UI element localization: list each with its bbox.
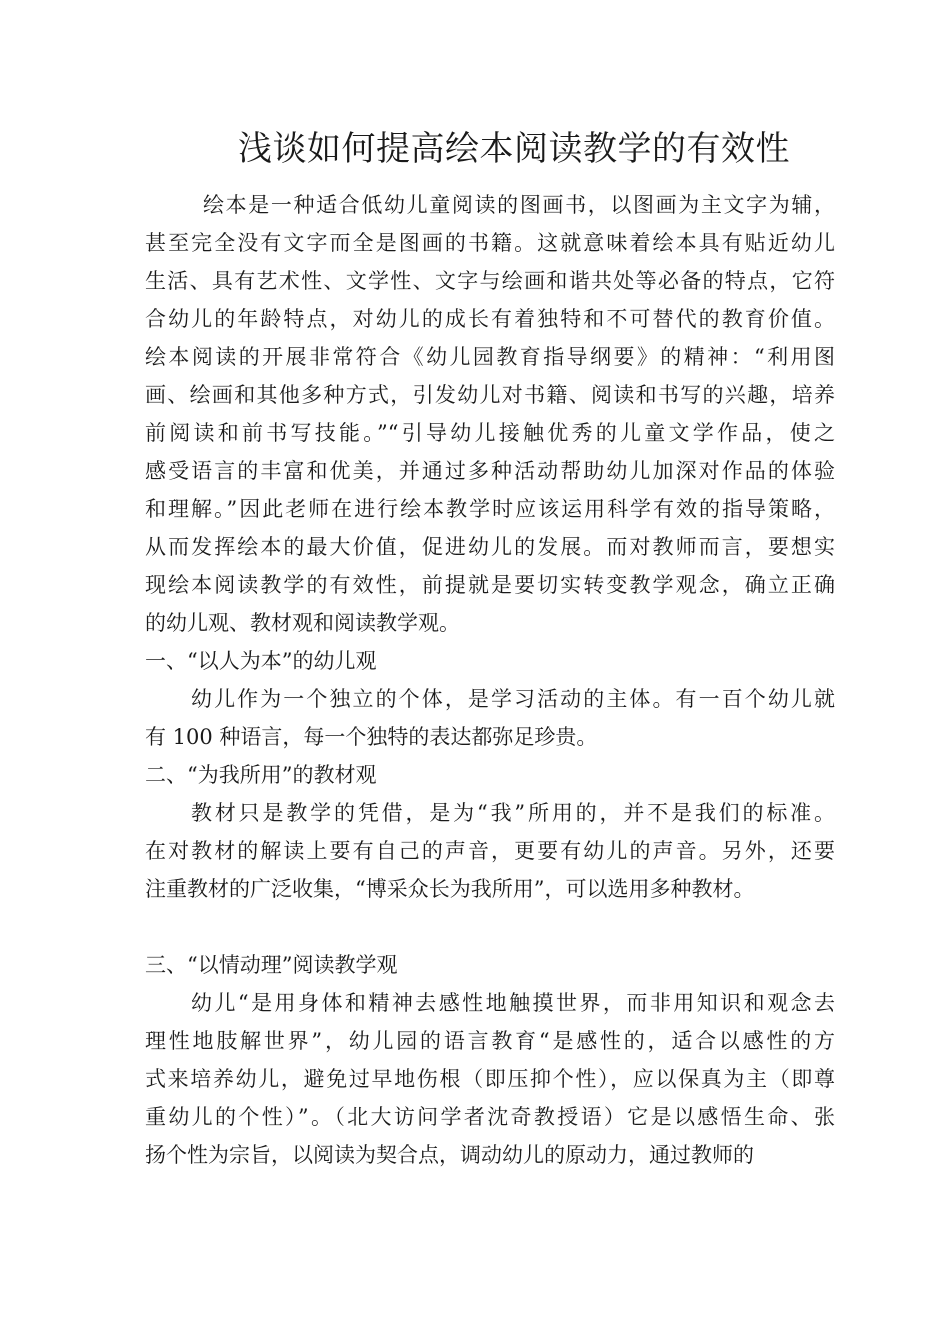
intro-paragraph — [145, 186, 835, 642]
section-heading: 一、“以人为本”的幼儿观 — [145, 649, 377, 673]
paragraph-line: 的幼儿观、教材观和阅读教学观。 — [145, 611, 460, 635]
paragraph-line: 理性地肢解世界”，幼儿园的语言教育“是感性的，适合以感性的方 — [145, 1029, 835, 1053]
paragraph-line: 感受语言的丰富和优美，并通过多种活动帮助幼儿加深对作品的体验 — [145, 459, 835, 483]
paragraph-line: 幼儿“是用身体和精神去感性地触摸世界，而非用知识和观念去 — [191, 991, 835, 1015]
document-body — [145, 186, 835, 1174]
section-2 — [145, 756, 835, 908]
paragraph-line: 绘本是一种适合低幼儿童阅读的图画书，以图画为主文字为辅， — [203, 193, 835, 217]
section-1 — [145, 642, 835, 756]
document-title: 浅谈如何提高绘本阅读教学的有效性 — [238, 129, 790, 169]
paragraph-line: 合幼儿的年龄特点，对幼儿的成长有着独特和不可替代的教育价值。 — [145, 307, 835, 331]
paragraph-line: 有 100 种语言，每一个独特的表达都弥足珍贵。 — [145, 725, 598, 749]
paragraph-line: 前阅读和前书写技能。”“引导幼儿接触优秀的儿童文学作品，使之 — [145, 421, 835, 445]
paragraph-line: 从而发挥绘本的最大价值，促进幼儿的发展。而对教师而言，要想实 — [145, 535, 835, 559]
blank-line — [145, 908, 835, 946]
paragraph-line: 和理解。”因此老师在进行绘本教学时应该运用科学有效的指导策略， — [145, 497, 835, 521]
paragraph-line: 画、绘画和其他多种方式，引发幼儿对书籍、阅读和书写的兴趣，培养 — [145, 383, 835, 407]
paragraph-line: 绘本阅读的开展非常符合《幼儿园教育指导纲要》的精神：“利用图 — [145, 345, 835, 369]
paragraph-line: 式来培养幼儿，避免过早地伤根（即压抑个性），应以保真为主（即尊 — [145, 1067, 835, 1091]
paragraph-line: 幼儿作为一个独立的个体，是学习活动的主体。有一百个幼儿就 — [191, 687, 835, 711]
section-3 — [145, 946, 835, 1174]
paragraph-line: 现绘本阅读教学的有效性，前提就是要切实转变教学观念，确立正确 — [145, 573, 835, 597]
section-heading: 二、“为我所用”的教材观 — [145, 763, 377, 787]
paragraph-line: 生活、具有艺术性、文学性、文字与绘画和谐共处等必备的特点，它符 — [145, 269, 835, 293]
paragraph-line: 在对教材的解读上要有自己的声音，更要有幼儿的声音。另外，还要 — [145, 839, 835, 863]
paragraph-line: 甚至完全没有文字而全是图画的书籍。这就意味着绘本具有贴近幼儿 — [145, 231, 835, 255]
paragraph-line: 注重教材的广泛收集，“博采众长为我所用”，可以选用多种教材。 — [145, 877, 755, 901]
paragraph-line: 教材只是教学的凭借，是为“我”所用的，并不是我们的标准。 — [191, 801, 835, 825]
section-heading: 三、“以情动理”阅读教学观 — [145, 953, 398, 977]
paragraph-line: 扬个性为宗旨，以阅读为契合点，调动幼儿的原动力，通过教师的 — [145, 1143, 754, 1167]
paragraph-line: 重幼儿的个性）”。（北大访问学者沈奇教授语）它是以感悟生命、张 — [145, 1105, 835, 1129]
